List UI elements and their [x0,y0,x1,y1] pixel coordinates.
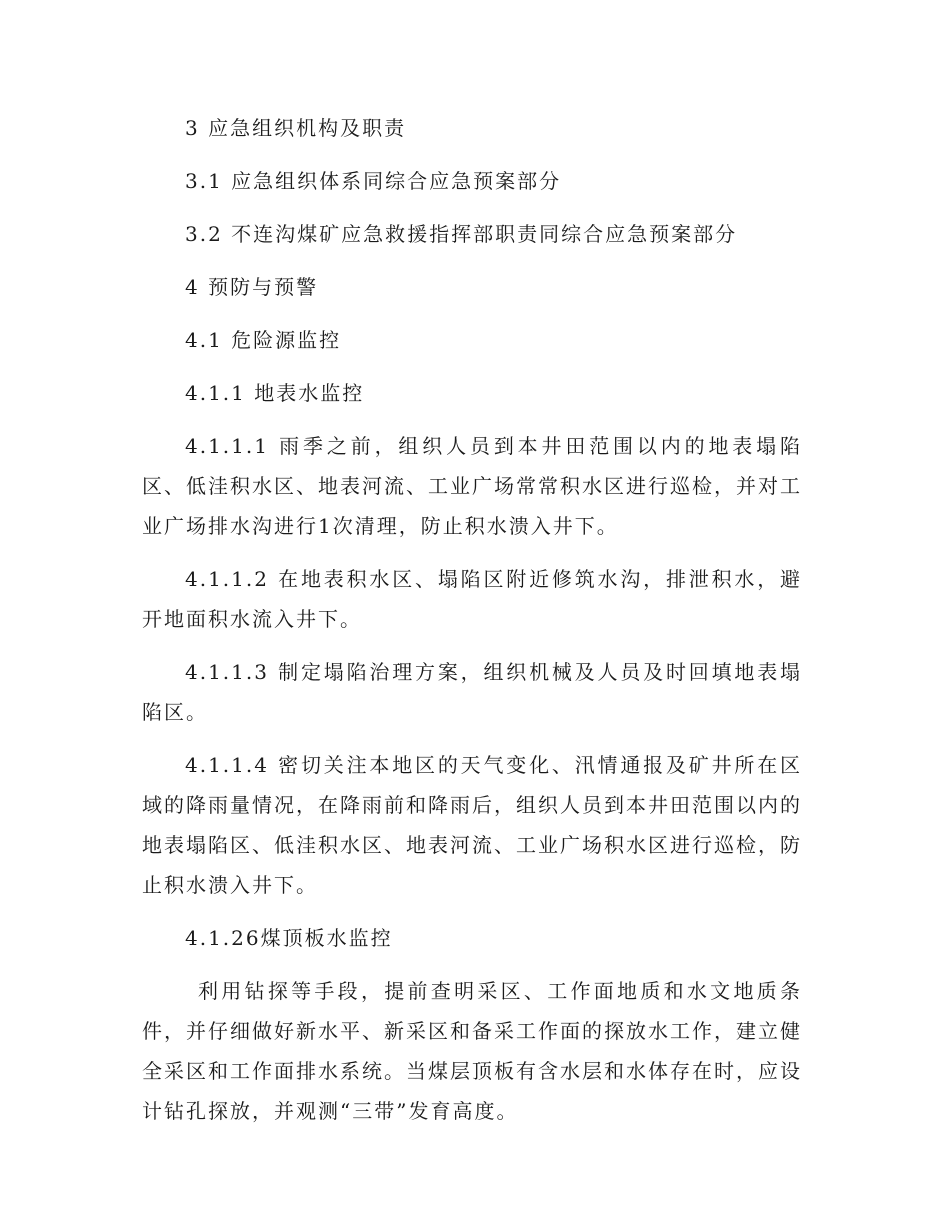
section-heading-3-1: 3.1 应急组织体系同综合应急预案部分 [185,169,562,193]
paragraph-4-1-1-3: 4.1.1.3 制定塌陷治理方案，组织机械及人员及时回填地表塌陷区。 [142,660,802,724]
section-heading-4-1: 4.1 危险源监控 [185,328,342,352]
paragraph-4-1-1-4: 4.1.1.4 密切关注本地区的天气变化、汛情通报及矿井所在区域的降雨量情况，在降雨前和降雨后，组织人员到本井田范围以内的地表塌陷区、低洼积水区、地表河流、工业广场积水区进行巡检，防止积水溃入井下。 [142,753,802,897]
section-heading-4-1-26: 4.1.26煤顶板水监控 [185,926,393,950]
paragraph-roof-water: 利用钻探等手段，提前查明采区、工作面地质和水文地质条件，并仔细做好新水平、新采区和备采工作面的探放水工作，建立健全采区和工作面排水系统。当煤层顶板有含水层和水体存在时，应设计钻孔探放，并观测“三带”发育高度。 [142,979,802,1123]
section-heading-4-1-1: 4.1.1 地表水监控 [185,381,365,405]
section-heading-3: 3 应急组织机构及职责 [185,116,407,140]
document-body [142,108,802,1144]
paragraph-4-1-1-1: 4.1.1.1 雨季之前，组织人员到本井田范围以内的地表塌陷区、低洼积水区、地表河流、工业广场常常积水区进行巡检，并对工业广场排水沟进行1次清理，防止积水溃入井下。 [142,434,802,538]
paragraph-4-1-1-2: 4.1.1.2 在地表积水区、塌陷区附近修筑水沟，排泄积水，避开地面积水流入井下。 [142,567,802,631]
section-heading-4: 4 预防与预警 [185,275,319,299]
section-heading-3-2: 3.2 不连沟煤矿应急救援指挥部职责同综合应急预案部分 [185,222,738,246]
